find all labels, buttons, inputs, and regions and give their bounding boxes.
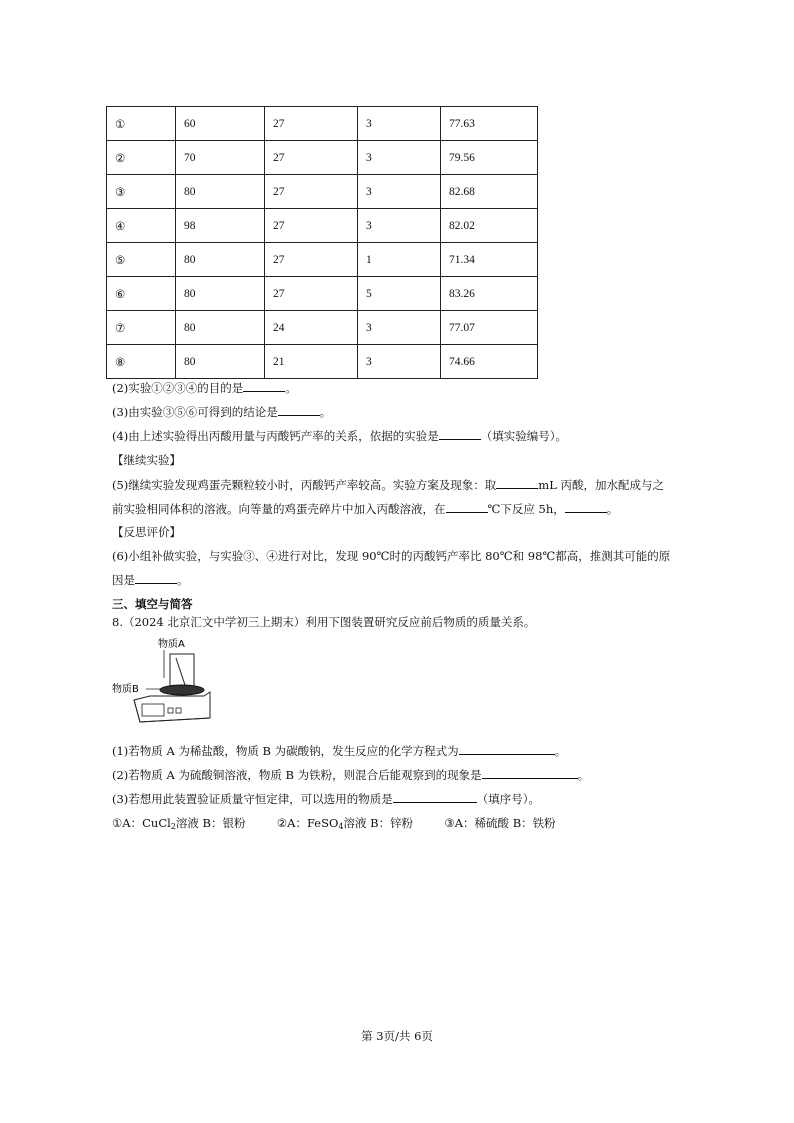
question-8-2: (2)若物质 A 为硫酸铜溶液，物质 B 为铁粉，则混合后能观察到的现象是 。 (112, 768, 590, 782)
question-4: (4)由上述实验得出丙酸用量与丙酸钙产率的关系，依据的实验是 （填实验编号）。 (112, 429, 568, 443)
table-cell: 5 (358, 277, 441, 311)
table-row (107, 209, 538, 243)
section-3-title: 三、填空与简答 (112, 597, 193, 611)
question-6-line-2: 因是 。 (112, 573, 189, 587)
option-2: ②A：FeSO$_4$溶液 B：锌粉 (276, 816, 414, 831)
table-cell: 3 (358, 345, 441, 379)
table-cell: 3 (358, 311, 441, 345)
question-5-line-2: 前实验相同体积的溶液。向等量的鸡蛋壳碎片中加入丙酸溶液，在 ℃下反应 5h， 。 (112, 502, 619, 516)
table-row (107, 141, 538, 175)
table-cell: 79.56 (441, 141, 538, 175)
options-line (112, 815, 556, 831)
table-cell: 27 (265, 175, 358, 209)
table-cell: ⑥ (107, 277, 176, 311)
table-cell: 74.66 (441, 345, 538, 379)
balance-apparatus-figure (112, 636, 222, 731)
table-cell: 77.63 (441, 107, 538, 141)
answer-blank[interactable] (243, 381, 285, 392)
table-cell: 80 (176, 345, 265, 379)
table-cell: 77.07 (441, 311, 538, 345)
answer-blank[interactable] (482, 768, 578, 779)
table-cell: 82.02 (441, 209, 538, 243)
table-cell: ⑧ (107, 345, 176, 379)
question-8-1: (1)若物质 A 为稀盐酸，物质 B 为碳酸钠，发生反应的化学方程式为 。 (112, 744, 567, 758)
table-cell: 27 (265, 243, 358, 277)
table-cell: 27 (265, 209, 358, 243)
table-row (107, 107, 538, 141)
balance-illustration (112, 636, 222, 728)
table-row (107, 311, 538, 345)
table-row (107, 175, 538, 209)
experiment-table (106, 106, 538, 379)
figure-label-b: 物质B (112, 684, 139, 695)
table-cell: ④ (107, 209, 176, 243)
table-cell: 3 (358, 141, 441, 175)
table-cell: 60 (176, 107, 265, 141)
table-cell: 27 (265, 277, 358, 311)
question-2: (2)实验①②③④的目的是 。 (112, 381, 297, 395)
answer-blank[interactable] (393, 792, 477, 803)
table-cell: 80 (176, 277, 265, 311)
table-cell: 27 (265, 107, 358, 141)
option-1: ①A：CuCl$_2$溶液 B：银粉 (112, 816, 246, 831)
section-continue-heading: 【继续实验】 (112, 453, 181, 467)
table-cell: 82.68 (441, 175, 538, 209)
section-reflect-heading: 【反思评价】 (112, 525, 181, 539)
table-cell: 80 (176, 243, 265, 277)
answer-blank[interactable] (459, 744, 555, 755)
table-row (107, 243, 538, 277)
table-row (107, 277, 538, 311)
table-cell: 27 (265, 141, 358, 175)
question-8-3: (3)若想用此装置验证质量守恒定律，可以选用的物质是 （填序号）。 (112, 792, 541, 806)
table-cell: 1 (358, 243, 441, 277)
table-cell: 3 (358, 107, 441, 141)
answer-blank[interactable] (135, 573, 177, 584)
table-cell: 70 (176, 141, 265, 175)
figure-label-a: 物质A (158, 639, 185, 650)
answer-blank[interactable] (565, 502, 607, 513)
table-cell: ⑤ (107, 243, 176, 277)
table-cell: ③ (107, 175, 176, 209)
table-cell: ② (107, 141, 176, 175)
table-cell: 80 (176, 175, 265, 209)
table-cell: 80 (176, 311, 265, 345)
answer-blank[interactable] (278, 405, 320, 416)
table-row (107, 345, 538, 379)
table-cell: ⑦ (107, 311, 176, 345)
question-6-line-1: (6)小组补做实验，与实验③、④进行对比，发现 90℃时的丙酸钙产率比 80℃和 98℃都高，推测其可能的原 (112, 549, 671, 563)
answer-blank[interactable] (446, 502, 488, 513)
answer-blank[interactable] (439, 429, 481, 440)
table-cell: 98 (176, 209, 265, 243)
table-cell: 3 (358, 209, 441, 243)
page-footer: 第 3页/共 6页 (361, 1029, 433, 1043)
table-cell: 83.26 (441, 277, 538, 311)
table-cell: ① (107, 107, 176, 141)
answer-blank[interactable] (496, 478, 538, 489)
table-cell: 21 (265, 345, 358, 379)
table-cell: 24 (265, 311, 358, 345)
question-8-intro: 8.（2024 北京汇文中学初三上期末）利用下图装置研究反应前后物质的质量关系。 (112, 615, 536, 629)
table-cell: 71.34 (441, 243, 538, 277)
table-cell: 3 (358, 175, 441, 209)
question-5-line-1: (5)继续实验发现鸡蛋壳颗粒较小时，丙酸钙产率较高。实验方案及现象：取 mL 丙酸，加水配成与之 (112, 478, 664, 492)
option-3: ③A：稀硫酸 B：铁粉 (444, 816, 556, 830)
question-3: (3)由实验③⑤⑥可得到的结论是 。 (112, 405, 332, 419)
